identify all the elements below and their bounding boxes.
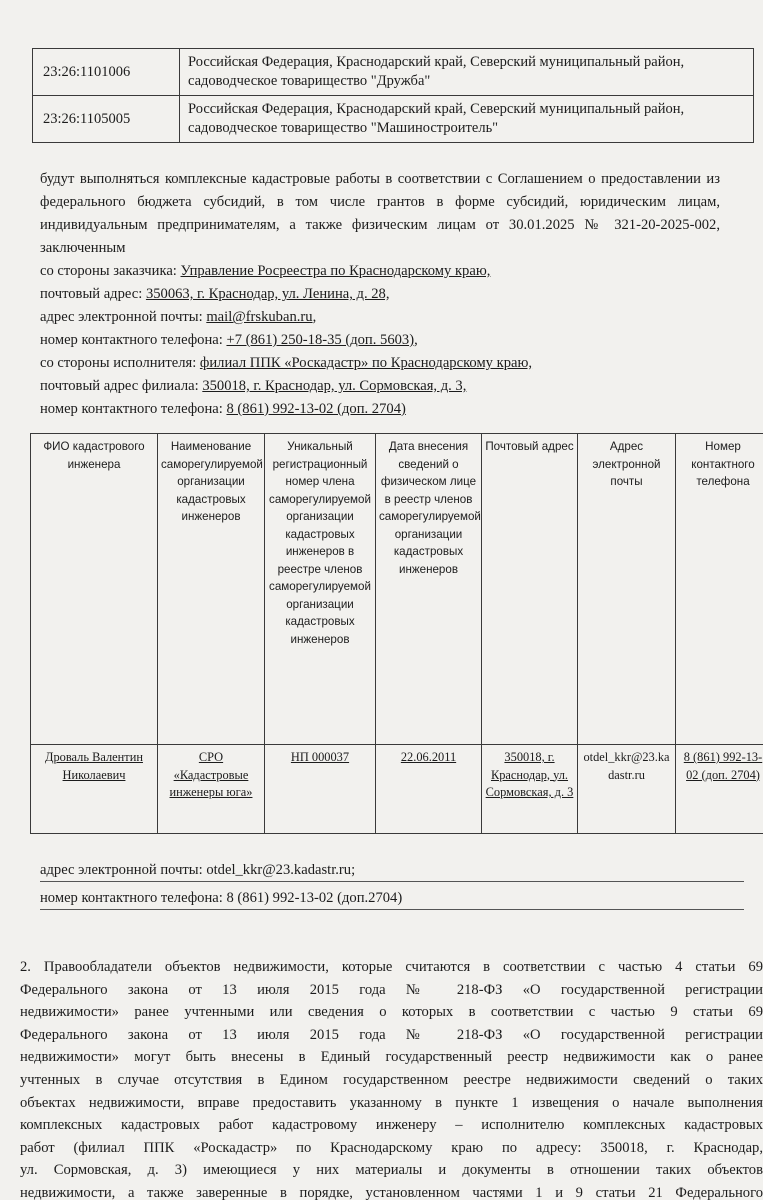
paragraph-line: объектах недвижимости, вправе предоставить указанному в пункте 1 извещения о начале выполнения bbox=[20, 1094, 763, 1111]
cell-fio: Дроваль Валентин Николаевич bbox=[31, 745, 158, 834]
intro-block bbox=[40, 168, 720, 421]
cell-postal: 350018, г. Краснодар, ул. Сормовская, д. 3 bbox=[482, 745, 578, 834]
paragraph-line: ул. Сормовская, д. 3) имеющиеся у них материалы и документы в отношении таких объектов bbox=[20, 1162, 763, 1179]
header-phone: Номер контактного телефона bbox=[676, 434, 763, 745]
contact-email-line: адрес электронной почты: otdel_kkr@23.kadastr.ru; bbox=[40, 862, 744, 882]
cadastral-code: 23:26:1101006 bbox=[33, 49, 180, 96]
phone-line: номер контактного телефона: +7 (861) 250-18-35 (доп. 5603), bbox=[40, 332, 418, 348]
cadastral-engineer-table bbox=[30, 433, 763, 834]
paragraph-line: недвижимости» ранее учтенными или сведения о которых в соответствии с частью 9 статьи 69 bbox=[20, 1004, 763, 1021]
phone-value: +7 (861) 250-18-35 (доп. 5603) bbox=[226, 332, 415, 348]
header-postal: Почтовый адрес bbox=[482, 434, 578, 745]
cadastral-quarters-table bbox=[32, 48, 754, 143]
table-row bbox=[33, 49, 754, 96]
cell-phone: 8 (861) 992-13-02 (доп. 2704) bbox=[676, 745, 763, 834]
cell-reg-number: НП 000037 bbox=[265, 745, 376, 834]
paragraph-line: недвижимости» могут быть внесены в Единый государственный реестр недвижимости как о ранее bbox=[20, 1049, 763, 1066]
paragraph-line: 2. Правообладатели объектов недвижимости, которые считаются в соответствии с частью 4 статьи 69 bbox=[20, 959, 763, 975]
cadastral-code: 23:26:1105005 bbox=[33, 96, 180, 143]
contact-phone-value: 8 (861) 992-13-02 (доп.2704) bbox=[226, 890, 403, 906]
table-header-row bbox=[31, 434, 763, 745]
header-sro-name: Наименование саморегулируемой организации кадастровых инженеров bbox=[158, 434, 265, 745]
paragraph-line: недвижимости, а также заверенные в порядке, установленном частями 1 и 9 статьи 21 Федерального bbox=[20, 1184, 763, 1200]
header-reg-number: Уникальный регистрационный номер члена саморегулируемой организации кадастровых инженеров в реестре членов саморегулируемой организации кадастровых инженеров bbox=[265, 434, 376, 745]
paragraph-line: Федерального закона от 13 июля 2015 года № 218-ФЗ «О государственной регистрации bbox=[20, 981, 763, 998]
paragraph-line: Федерального закона от 13 июля 2015 года № 218-ФЗ «О государственной регистрации bbox=[20, 1026, 763, 1043]
contact-phone-line: номер контактного телефона: 8 (861) 992-13-02 (доп.2704) bbox=[40, 890, 744, 910]
postal-line: почтовый адрес: 350063, г. Краснодар, ул. Ленина, д. 28, bbox=[40, 286, 390, 302]
paragraph-line: работ (филиал ППК «Роскадастр» по Краснодарскому краю по адресу: 350018, г. Краснодар, bbox=[20, 1139, 763, 1156]
branch-phone-value: 8 (861) 992-13-02 (доп. 2704) bbox=[226, 401, 406, 417]
header-date: Дата внесения сведений о физическом лице в реестр членов саморегулируемой организации кадастровых инженеров bbox=[376, 434, 482, 745]
paragraph-line: комплексных кадастровых работ кадастровому инженеру – исполнителю комплексных кадастровых bbox=[20, 1117, 763, 1134]
cell-email[interactable]: otdel_kkr@23.kadastr.ru bbox=[578, 745, 676, 834]
cadastral-address: Российская Федерация, Краснодарский край, Северский муниципальный район, садоводческое товарищество "Дружба" bbox=[180, 49, 754, 96]
executor-value: филиал ППК «Роскадастр» по Краснодарскому краю, bbox=[199, 355, 533, 371]
cadastral-address: Российская Федерация, Краснодарский край, Северский муниципальный район, садоводческое товарищество "Машиностроитель" bbox=[180, 96, 754, 143]
branch-postal-value: 350018, г. Краснодар, ул. Сормовская, д. 3, bbox=[202, 378, 467, 394]
paragraph-2 bbox=[20, 956, 763, 1200]
email-link[interactable]: mail@frskuban.ru bbox=[206, 309, 313, 325]
intro-text: будут выполняться комплексные кадастровые работы в соответствии с Соглашением о предоставлении из федерального бюджета субсидий, в том числе грантов в форме субсидий, юридическим лицам, индивидуальным предпринимателям, а также физическим лицам от 30.01.2025 № 321-20-2025-002, заключенным bbox=[40, 171, 720, 256]
table-row bbox=[33, 96, 754, 143]
customer-line: со стороны заказчика: Управление Росреестра по Краснодарскому краю, bbox=[40, 263, 491, 279]
cell-sro-name: СРО «Кадастровые инженеры юга» bbox=[158, 745, 265, 834]
postal-value: 350063, г. Краснодар, ул. Ленина, д. 28, bbox=[145, 286, 390, 302]
table-row bbox=[31, 745, 763, 834]
branch-postal-line: почтовый адрес филиала: 350018, г. Краснодар, ул. Сормовская, д. 3, bbox=[40, 378, 467, 394]
cell-date: 22.06.2011 bbox=[376, 745, 482, 834]
header-fio: ФИО кадастрового инженера bbox=[31, 434, 158, 745]
header-email: Адрес электронной почты bbox=[578, 434, 676, 745]
contact-email-link[interactable]: otdel_kkr@23.kadastr.ru; bbox=[206, 862, 356, 878]
email-line: адрес электронной почты: mail@frskuban.ru, bbox=[40, 309, 317, 325]
branch-phone-line: номер контактного телефона: 8 (861) 992-13-02 (доп. 2704) bbox=[40, 401, 406, 417]
customer-value: Управление Росреестра по Краснодарскому краю, bbox=[180, 263, 491, 279]
executor-line: со стороны исполнителя: филиал ППК «Роскадастр» по Краснодарскому краю, bbox=[40, 355, 533, 371]
paragraph-line: учтенных в случае отсутствия в Едином государственном реестре недвижимости сведений о таких bbox=[20, 1071, 763, 1088]
